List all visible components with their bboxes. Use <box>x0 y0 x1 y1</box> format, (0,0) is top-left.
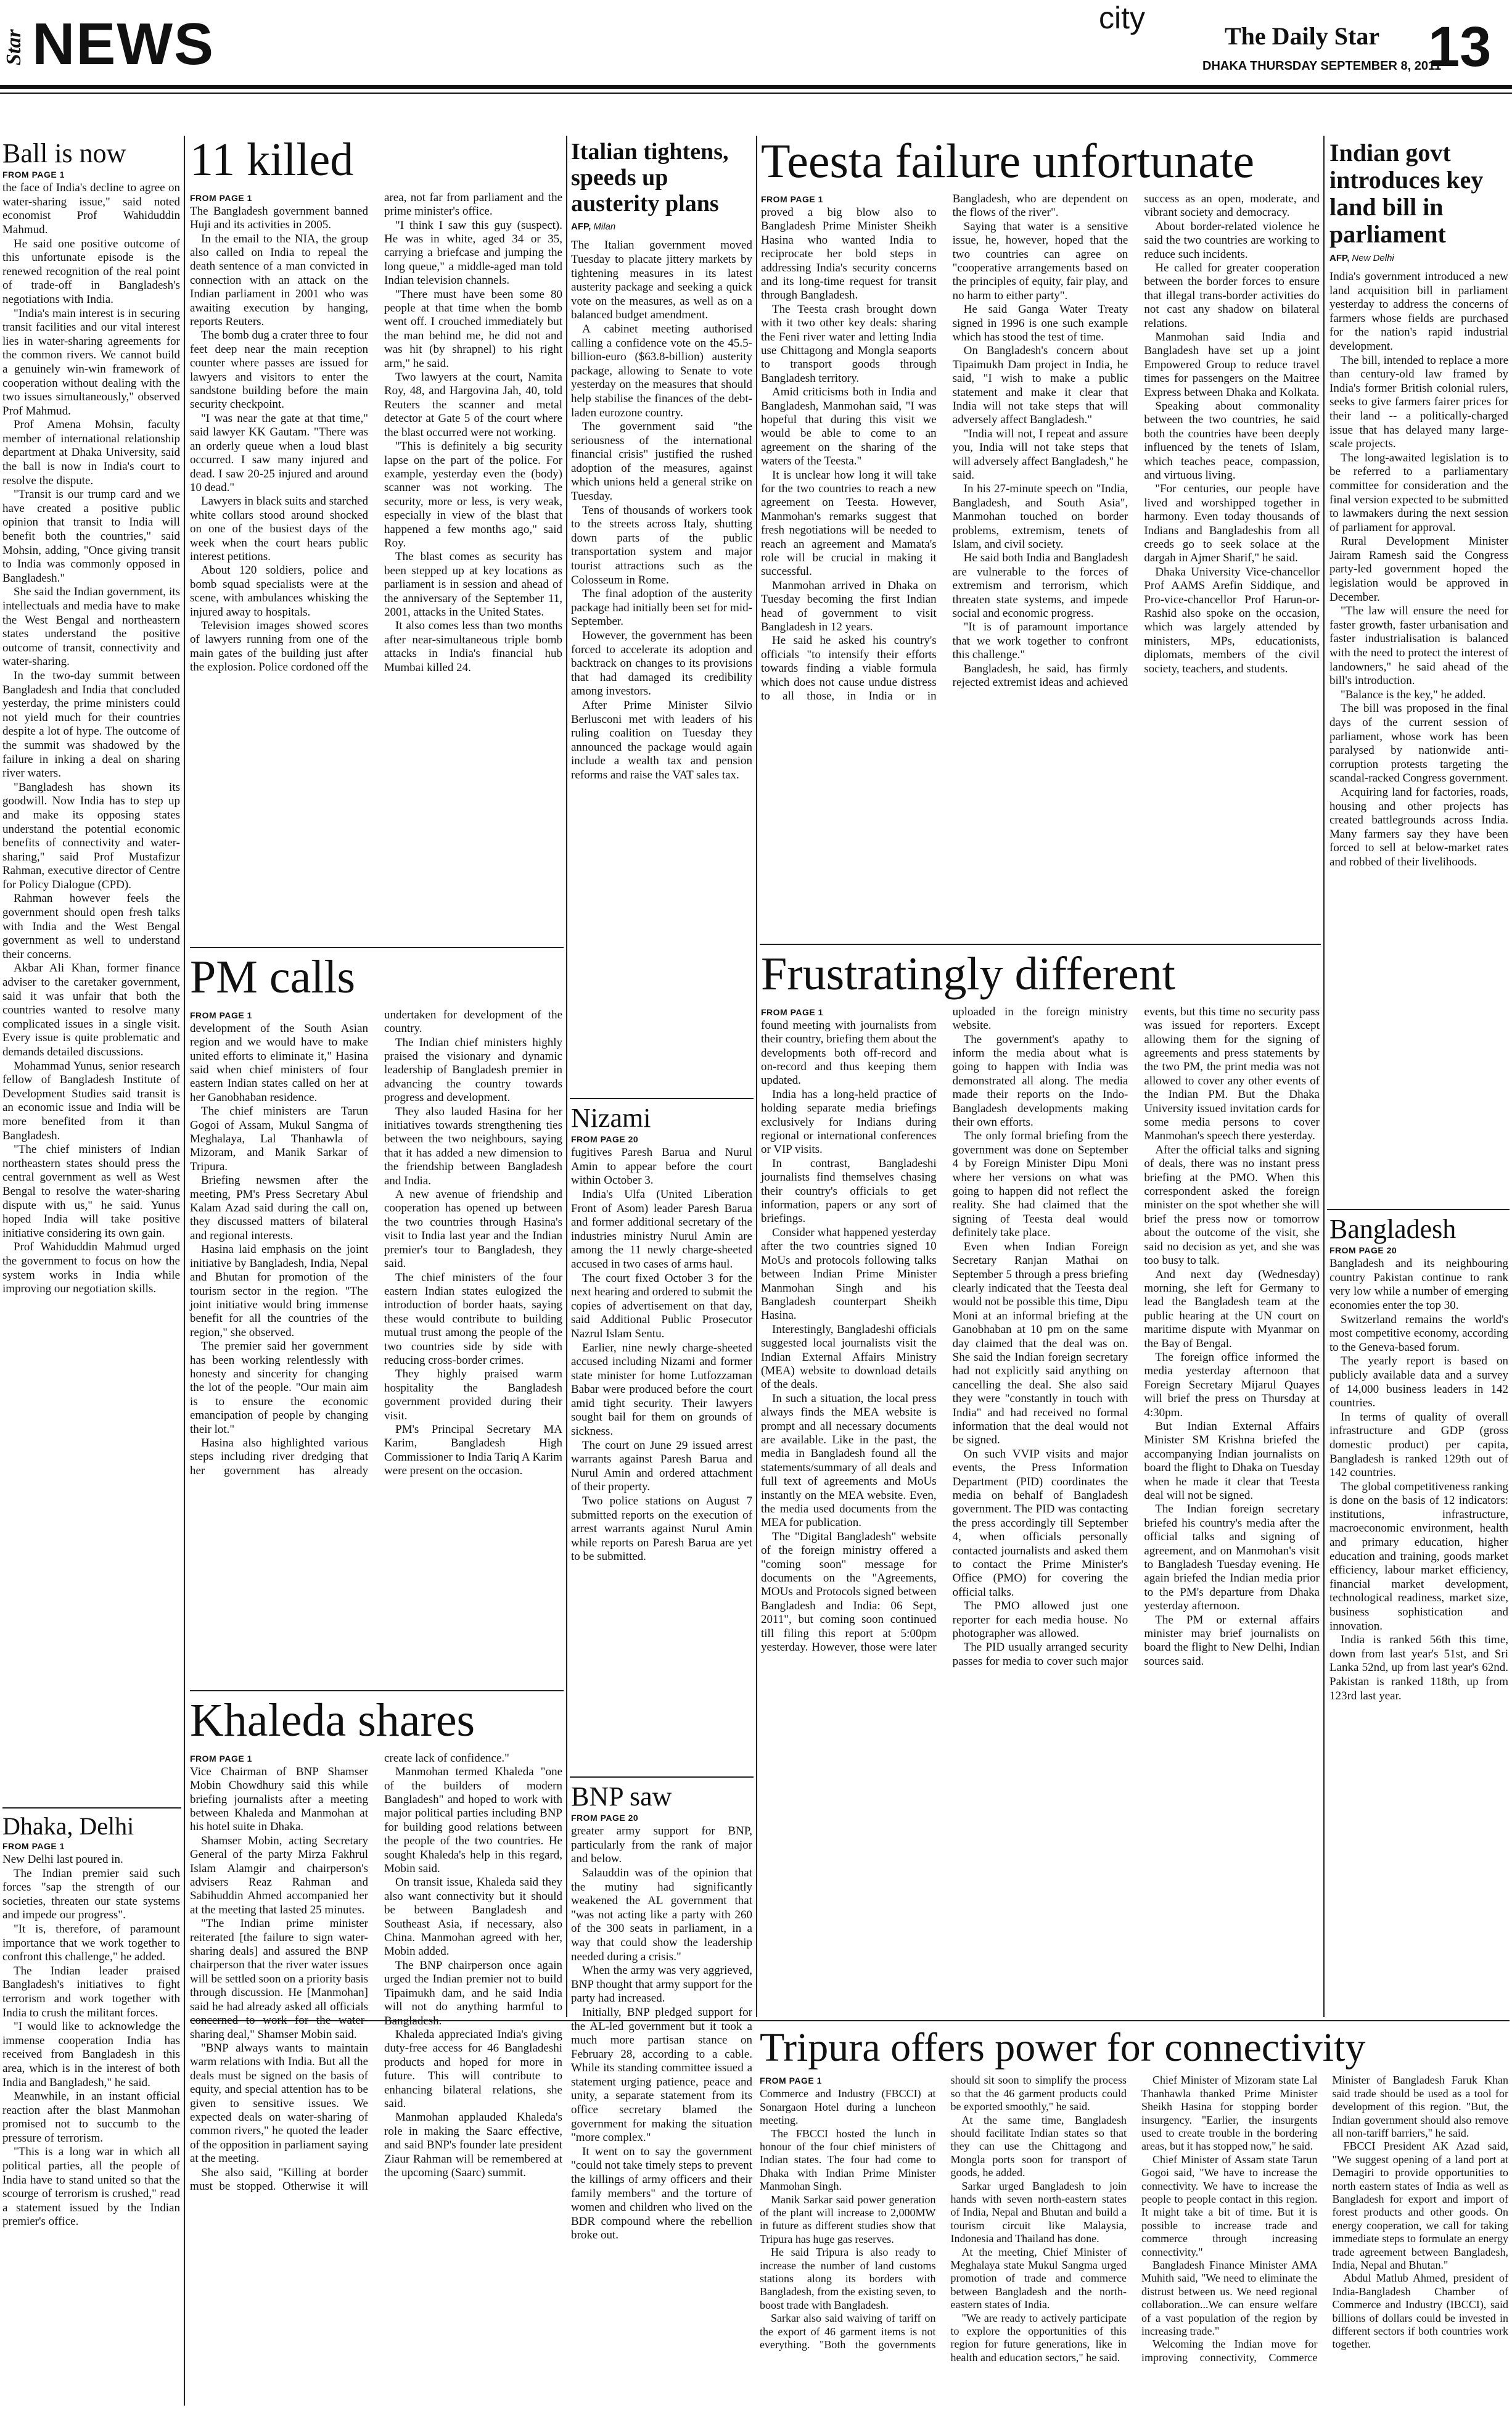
paragraph: Briefing newsmen after the meeting, PM's Press Secretary Abul Kalam Azad said during the call on, they discussed matters of bilateral and regional interests. <box>190 1174 368 1242</box>
paragraph: When the army was very aggrieved, BNP thought that army support for the party had increased. <box>571 1964 752 2005</box>
paragraph: He said Tripura is also ready to increase the number of land customs stations along its borders with Bangladesh, from the existing seven, to boost trade with Bangladesh. <box>760 2246 936 2311</box>
article-bnp-saw <box>571 1781 752 2242</box>
dateline-agency: AFP, <box>1329 253 1350 263</box>
paragraph: He called for greater cooperation between the border forces to ensure that illegal trans-border activities do not cast any shadow on bilateral relations. <box>1144 261 1320 330</box>
paragraph: In contrast, Bangladeshi journalists find themselves chasing their country's officials to get information, papers or any sort of briefings. <box>761 1157 937 1226</box>
paragraph: It went on to say the government "could not take timely steps to prevent the killings of army officers and their family members" and the torture of women and children who lived on the BDR compound where the rebellion broke out. <box>571 2145 752 2242</box>
paragraph: The long-awaited legislation is to be referred to a parliamentary committee for consideration and the final version expected to be submitted to lawmakers during the next session of parliament for approval. <box>1329 451 1508 534</box>
paragraph: The "Digital Bangladesh" website of the foreign ministry offered a "coming soon" message for documents on the "Agreements, MOUs and Protocols signed between Bangladesh and India: 06 Sept, 2011", but coming soon continued till filing this report at 5:00pm yesterday. However, those were later uploaded in the foreign ministry website. <box>761 1005 1128 1654</box>
paragraph: "Balance is the key," he added. <box>1341 688 1486 701</box>
headline: Italian tightens, speeds up austerity plans <box>571 139 729 217</box>
paragraph: found meeting with journalists from their country, briefing them about the developments both off-record and on-record and thus keeping them updated. <box>761 1018 937 1087</box>
paragraph: Bangladesh and its neighbouring country Pakistan continue to rank very low while a number of emerging economies enter the top 30. <box>1329 1257 1508 1312</box>
paragraph: "This is definitely a big security lapse on the part of the police. For example, yesterday even the (body) scanner was not working. The security, more or less, is very weak, especially in view of the blast that happened a few months ago," said Roy. <box>384 440 562 550</box>
story-source: FROM PAGE 1 <box>190 1010 252 1020</box>
paragraph: The Indian leader praised Bangladesh's initiatives to fight terrorism and work together with India to crush the militant forces. <box>2 1964 180 2019</box>
paragraph: On transit issue, Khaleda said they also want connectivity but it should be between Bangladesh and Southeast Asia, if necessary, also China. Manmohan agreed with her, Mobin added. <box>384 1876 562 1958</box>
article-tripura-power <box>760 2026 1508 2409</box>
paragraph: "The chief ministers of Indian northeastern states should press the central government as well as West Bengal to resolve the water-sharing dispute with us," he said. Yunus hoped India will take positive initiative considering its own gain. <box>2 1143 180 1240</box>
column-divider <box>566 136 567 2017</box>
paragraph: "Transit is our trump card and we have created a positive public opinion that transit to India will benefit both the countries," said Mohsin, adding, "Once giving transit to India was commonly opposed in Bangladesh." <box>2 488 180 585</box>
paragraph: Two police stations on August 7 submitted reports on the execution of arrest warrants against Nurul Amin while reports on Paresh Barua are yet to be submitted. <box>571 1495 752 1564</box>
paragraph: Acquiring land for factories, roads, housing and other projects has created battlegrounds across India. Many farmers say they have been forced to sell at below-market rates and robbed of their livelihoods. <box>1329 785 1508 868</box>
article-body <box>571 1146 752 1564</box>
headline: Nizami <box>571 1103 651 1133</box>
paragraph: Khaleda appreciated India's giving duty-free access for 46 Bangladeshi products and hoped for more in future. This will contribute to enhancing bilateral relations, she said. <box>384 2027 562 2110</box>
paragraph: Tens of thousands of workers took to the streets across Italy, shutting down parts of the public transportation system and major tourist attractions such as the Colosseum in Rome. <box>571 503 752 587</box>
paragraph: Two lawyers at the court, Namita Roy, 48, and Hargovina Jah, 40, told Reuters the scanner and metal detector at Gate 5 of the court where the blast occurred were not working. <box>384 371 562 439</box>
story-source: FROM PAGE 20 <box>571 1813 639 1823</box>
paragraph: Even when Indian Foreign Secretary Ranjan Mathai on September 5 through a press briefing clearly indicated that the Teesta deal would not be possible this time, Dipu Moni at an informal briefing at the Ganobhaban at 10 pm on the same day claimed that the deal was on. She said the Indian foreign secretary had not explicitly said anything on cancelling the deal. She also said they were "constantly in touch with India" and had received no formal information that the deal would not be signed. <box>952 1240 1128 1447</box>
column-divider <box>756 136 757 2017</box>
article-dhaka-delhi <box>2 1813 180 2229</box>
paragraph: However, the government has been forced to accelerate its adoption and backtrack on changes to its provisions that had damaged its credibility among investors. <box>571 629 752 698</box>
story-source: FROM PAGE 1 <box>760 2076 822 2086</box>
article-ball-is-now <box>2 139 180 1297</box>
paragraph: "It is, therefore, of paramount importance that we work together to confront this challenge," he added. <box>2 1922 180 1964</box>
paragraph: The final adoption of the austerity package had initially been set for mid-September. <box>571 587 752 629</box>
paragraph: Television images showed scores of lawyers running from one of the main gates of the building just after the explosion. Police cordoned off the area, not far from parliament and the prime minister's office. <box>190 191 562 674</box>
story-divider <box>2 1807 181 1809</box>
dateline: DHAKA THURSDAY SEPTEMBER 8, 2011 <box>1202 59 1442 73</box>
article-body <box>190 1009 562 1479</box>
paragraph: Dhaka University Vice-chancellor Prof AAMS Arefin Siddique, and Pro-vice-chancellor Prof Harun-or-Rashid also spoke on the occasion, which was largely attended by ministers, MPs, educationists, diplomats, members of the civil society, teachers, and students. <box>1144 565 1320 675</box>
paragraph: The government said "the seriousness of the international financial crisis" justified the rushed adoption of the measures, against which unions held a general strike on Tuesday. <box>571 420 752 503</box>
paragraph: Sarkar urged Bangladesh to join hands with seven north-eastern states of India, Nepal and Bhutan and build a tourism circuit like Malaysia, Indonesia and Thailand has done. <box>950 2179 1127 2245</box>
paragraph: Switzerland remains the world's most competitive economy, according to the Geneva-based forum. <box>1329 1313 1508 1354</box>
article-body <box>571 1825 752 2243</box>
paragraph: "I was near the gate at that time," said lawyer KK Gautam. "There was an orderly queue when a loud blast occurred. I saw many injured and dead. I saw 20-25 injured and around 10 dead." <box>190 411 368 494</box>
paragraph: Meanwhile, in an instant official reaction after the blast Manmohan promised not to succumb to the pressure of terrorism. <box>2 2090 180 2145</box>
paragraph: Manik Sarkar said power generation of the plant will increase to 2,000MW in future as different studies show that Tripura has huge gas reserves. <box>760 2193 936 2245</box>
paragraph: "The law will ensure the need for faster growth, faster urbanisation and faster industrialisation is balanced with the need to protect the interest of landowners," he said ahead of the bill's introduction. <box>1329 604 1508 688</box>
paragraph: The premier said her government has been working relentlessly with honesty and sincerity for changing the lot of the people. "Our main aim is to ensure the economic emancipation of people by changing their lot." <box>190 1340 368 1436</box>
paragraph: The BNP chairperson once again urged the Indian premier not to build Tipaimukh dam, and he said India will not do anything harmful to Bangladesh. <box>384 1958 562 2027</box>
paragraph: Sarkar also said waiving of tariff on the export of 46 garment items is not everything. "Both the governments should sit soon to simplify the process so that the 46 garment products could be exported smoothly," he said. <box>760 2074 1127 2351</box>
paragraph: It also comes less than two months after near-simultaneous triple bomb attacks in India's financial hub Mumbai killed 24. <box>384 619 562 674</box>
paragraph: He said he asked his country's officials "to intensify their efforts towards finding a viable formula which does not cause undue distress to all those, in India or in Bangladesh, who are dependent on the flows of the river". <box>761 192 1128 703</box>
newspaper-name: The Daily Star <box>1225 22 1380 50</box>
paragraph: On such VVIP visits and major events, the Press Information Department (PID) coordinates the media on behalf of Bangladesh government. The PID was contacting the press accordingly till September 4, when officials personally contacted journalists and asked them to contact the Prime Minister's Office (PMO) for covering the official talks. <box>952 1447 1128 1599</box>
paragraph: Saying that water is a sensitive issue, he, however, hoped that the two countries can agree on "cooperative arrangements based on the principles of equity, fair play, and no harm to either party". <box>952 220 1128 302</box>
paragraph: At the same time, Bangladesh should facilitate Indian states so that they can use the Chittagong and Mongla ports soon for transport of goods, he added. <box>950 2113 1127 2179</box>
article-key-land-bill <box>1329 139 1508 1203</box>
paragraph: In such a situation, the local press always finds the MEA website is prompt and all necessary documents are available. Like in the past, the media in Bangladesh found all the statements/summary of all deals and full text of agreements and MoUs instantly on the MEA website. Even, the media used documents from the MEA for publication. <box>761 1392 937 1530</box>
story-source: FROM PAGE 1 <box>190 192 252 203</box>
story-divider <box>760 944 1321 945</box>
paragraph: Speaking about commonality between the two countries, he said both the countries have been deeply influenced by the tenets of Islam, which teaches peace, compassion, and virtuous living. <box>1144 399 1320 482</box>
article-khaleda-shares <box>190 1696 562 2406</box>
paragraph: "The Indian prime minister reiterated [the failure to sign water- sharing deals] and assured the BNP chairperson that the river water issues will be settled soon on a priority basis through discussion. He [Manmohan] said he had already asked all officials concerned to work for the water-sharing deal," Shamser Mobin said. <box>190 1917 368 2041</box>
paragraph: "Bangladesh has shown its goodwill. Now India has to step up and make its opposing states understand the potential economic benefits of connectivity and water-sharing," said Prof Mustafizur Rahman, executive director of Centre for Policy Dialogue (CPD). <box>2 780 180 891</box>
paragraph: The global competitiveness ranking is done on the basis of 12 indicators: institutions, infrastructure, macroeconomic environment, health and primary education, higher education and training, goods market efficiency, labour market efficiency, financial market development, technological readiness, market size, business sophistication and innovation. <box>1329 1480 1508 1633</box>
column-divider <box>184 136 185 2406</box>
paragraph: About 120 soldiers, police and bomb squad specialists were at the scene, with ambulances whisking the injured away to hospitals. <box>190 564 368 619</box>
story-source: FROM PAGE 1 <box>190 1753 252 1763</box>
paragraph: At the meeting, Chief Minister of Meghalaya state Mukul Sangma urged promotion of trade and commerce between Bangladesh and the north-eastern states of India. <box>950 2245 1127 2311</box>
paragraph: In his 27-minute speech on "India, Bangladesh, and South Asia", Manmohan touched on border problems, extremism, tenets of Islam, and civil society. <box>952 482 1128 551</box>
paragraph: The Indian foreign secretary briefed his country's media after the official talks and signing of agreement, and on Manmohan's visit to Bangladesh Tuesday evening. He again briefed the Indian media prior to the PM's departure from Dhaka yesterday afternoon. <box>1144 1503 1320 1613</box>
article-body <box>1329 270 1508 870</box>
paragraph: He said Ganga Water Treaty signed in 1996 is one such example which has stood the test of time. <box>952 303 1128 344</box>
paragraph: The bill, intended to replace a more than century-old law framed by India's former British colonial rulers, seeks to give farmers fairer prices for their land -- a politically-charged issue that has delayed many large-scale projects. <box>1329 353 1508 451</box>
headline: Tripura offers power for connectivity <box>760 2025 1366 2070</box>
headline: BNP saw <box>571 1781 672 1812</box>
paragraph: It is unclear how long it will take for the two countries to reach a new agreement on Teesta. However, Manmohan's remarks suggest that fresh negotiations will be needed to reach an agreement and Mamata's role will be crucial in making it successful. <box>761 468 937 579</box>
paragraph: He said one positive outcome of this unfortunate episode is the renewed recognition of the real point of trade-off in Bangladesh's negotiations with India. <box>2 237 180 306</box>
paragraph: The foreign office informed the media yesterday afternoon that Foreign Secretary Mijarul Quayes will brief the press on Thursday at 4:30pm. <box>1144 1350 1320 1419</box>
paragraph: Chief Minister of Assam state Tarun Gogoi said, "We have to increase the connectivity. We have to increase the people to people contact in this region. It might take a bit of time. But it is possible to increase trade and commerce through increasing connectivity." <box>1141 2153 1318 2258</box>
article-body <box>2 1853 180 2229</box>
story-divider <box>190 947 564 948</box>
paragraph: The chief ministers of the four eastern Indian states eulogized the introduction of border haats, saying these would contribute to building mutual trust among the people of the two countries side by side with reducing cross-border crimes. <box>384 1271 562 1367</box>
paragraph: A cabinet meeting authorised calling a confidence vote on the 45.5-billion-euro ($63.8-billion) austerity package, allowing to Senate to vote yesterday on the measures that should help stabilise the finances of the debt-laden eurozone country. <box>571 322 752 419</box>
paragraph: "I would like to acknowledge the immense cooperation India has received from Bangladesh in this area, which is in the interest of both India and Bangladesh," he said. <box>2 2020 180 2089</box>
paragraph: Bangladesh Finance Minister AMA Muhith said, "We need to eliminate the distrust between us. We need regional collaboration...We can ensure welfare of a vast population of the region by increasing trade." <box>1141 2258 1318 2338</box>
paragraph: PM's Principal Secretary MA Karim, Bangladesh High Commissioner to India Tariq A Karim were present on the occasion. <box>384 1422 562 1478</box>
paragraph: Amid criticisms both in India and Bangladesh, Manmohan said, "I was hopeful that during this visit we would be able to come to an agreement on the sharing of the waters of the Teesta." <box>761 386 937 468</box>
dateline-place: New Delhi <box>1352 253 1394 263</box>
paragraph: Salauddin was of the opinion that the mutiny had significantly weakened the AL government that "was not acting like a party with 260 of the 300 seats in parliament, in a way that could show the leadership needed during a crisis." <box>571 1866 752 1963</box>
paragraph: The Bangladesh government banned Huji and its activities in 2005. <box>190 204 368 232</box>
paragraph: The court on June 29 issued arrest warrants against Paresh Barua and Nurul Amin and ordered attachment of their property. <box>571 1438 752 1494</box>
article-body <box>190 191 562 675</box>
paragraph: The Teesta crash brought down with it two other key deals: sharing the Feni river water and letting India use Chittagong and Mongla seaports to transport goods through Bangladesh territory. <box>761 302 937 385</box>
article-frustratingly-different <box>761 950 1320 2014</box>
paragraph: Interestingly, Bangladeshi officials suggested local journalists visit the Indian External Affairs Ministry (MEA) website to download details of the deals. <box>761 1322 937 1392</box>
story-dateline <box>1329 252 1508 265</box>
paragraph: Manmohan said India and Bangladesh have set up a joint Empowered Group to reduce travel times for passengers on the Maitree Express between Dhaka and Kolkata. <box>1144 330 1320 399</box>
paragraph: "It is of paramount importance that we work together to confront this challenge." <box>952 621 1128 662</box>
paragraph: Prof Wahiduddin Mahmud urged the government to focus on how the system works in India while improving our negotiation skills. <box>2 1240 180 1296</box>
paragraph: "India's main interest is in securing transit facilities and our vital interest lies in water-sharing agreements for the common rivers. We cannot build a genuinely win-win framework of cooperation without dealing with the two issues simultaneously," observed Prof Mahmud. <box>2 307 180 418</box>
paragraph: Bangladesh, he said, has firmly rejected extremist ideas and achieved success as an open, moderate, and vibrant society and democracy. <box>952 192 1320 690</box>
paragraph: The court fixed October 3 for the next hearing and ordered to submit the copies of advertisement on that day, said Additional Public Prosecutor Nazrul Islam Sentu. <box>571 1271 752 1340</box>
paragraph: Prof Amena Mohsin, faculty member of international relationship department at Dhaka University, said the ball is now in India's court to resolve the dispute. <box>2 418 180 487</box>
headline: Indian govt introduces key land bill in parliament <box>1329 139 1484 248</box>
paragraph: The FBCCI hosted the lunch in honour of the four chief ministers of Indian states. The four had come to Dhaka with Indian Prime Minister Manmohan Singh. <box>760 2127 936 2193</box>
paragraph: Manmohan applauded Khaleda's role in making the Saarc effective, and said BNP's founder late president Ziaur Rahman will be remembered at the upcoming (Saarc) summit. <box>384 2111 562 2179</box>
headline: Dhaka, Delhi <box>2 1812 134 1840</box>
article-bangladesh-ranking <box>1329 1215 1508 2017</box>
article-italian-austerity <box>571 139 752 1095</box>
headline: Ball is now <box>2 138 126 168</box>
paragraph: She said the Indian government, its intellectuals and media have to make the West Bengal and northeastern states understand the positive outcome of transit, connectivity and water-sharing. <box>2 585 180 669</box>
paragraph: "This is a long war in which all political parties, all the people of India have to stand united so that the scourge of terrorism is crushed," read a statement issued by the Indian premier's office. <box>2 2145 180 2229</box>
paragraph: After Prime Minister Silvio Berlusconi met with leaders of his ruling coalition on Tuesday they announced the package would again include a wealth tax and pension reforms and raise the VAT sales tax. <box>571 698 752 782</box>
star-logo: Star <box>2 29 25 66</box>
story-source: FROM PAGE 1 <box>2 1841 65 1851</box>
paragraph: The yearly report is based on publicly available data and a survey of 14,000 business leaders in 142 countries. <box>1329 1355 1508 1410</box>
paragraph: The PM or external affairs minister may brief journalists on board the flight to New Delhi, Indian sources said. <box>1144 1613 1320 1668</box>
paragraph: Abdul Matlub Ahmed, president of India-Bangladesh Chamber of Commerce and Industry (IBCCI), said billions of dollars could be invested in different sectors if both countries work together. <box>1332 2272 1508 2351</box>
paragraph: After the official talks and signing of deals, there was no instant press briefing at the PMO. When this correspondent asked the foreign minister on the spot whether she will brief the press now or tomorrow about the outcome of the visit, she said no decision as yet, and she was too busy to talk. <box>1144 1143 1320 1268</box>
paragraph: The blast comes as security has been stepped up at key locations as parliament is in session and ahead of the anniversary of the September 11, 2001, attacks in the United States. <box>384 550 562 619</box>
paragraph: development of the South Asian region and we would have to make united efforts to eliminate it," Hasina said when chief ministers of four eastern Indian states called on her at her Ganobhaban residence. <box>190 1021 368 1104</box>
paragraph: "We are ready to actively participate to explore the opportunities of this region for future generations, like in health and education sectors," he said. <box>950 2311 1127 2364</box>
paragraph: The PID usually arranged security passes for media to cover such major events, but this time no security pass was issued for reporters. Except allowing them for the signing of agreements and press statements by the two PM, the print media was not allowed to cover any other events of the Indian PM. But the Dhaka University issued invitation cards for some media persons to cover Manmohan's speech there yesterday. <box>952 1005 1320 1668</box>
paragraph: In the email to the NIA, the group also called on India to repeal the death sentence of a man convicted in connection with an attack on the Indian parliament in 2001 who was awaiting execution by hanging, reports Reuters. <box>190 232 368 329</box>
masthead-rule-thin <box>0 93 1512 94</box>
masthead-rule <box>0 85 1512 89</box>
story-divider <box>1327 1209 1510 1210</box>
article-body <box>761 1005 1320 1669</box>
column-divider <box>1323 136 1325 2017</box>
paragraph: In terms of quality of overall infrastructure and GDP (gross domestic product) per capita, Bangladesh is ranked 129th out of 142 countries. <box>1329 1410 1508 1480</box>
article-pm-calls <box>190 953 562 1687</box>
headline: 11 killed <box>190 134 354 186</box>
paragraph: Akbar Ali Khan, former finance adviser to the caretaker government, said it was unfair that both the countries wanted to resolve many complicated issues in a single visit. Every issue is quite problematic and demands detailed discussions. <box>2 962 180 1058</box>
paragraph: Chief Minister of Mizoram state Lal Thanhawla thanked Prime Minister Sheikh Hasina for stopping border insurgency. "Earlier, the insurgents used to create trouble in the bordering areas, but it has stopped now," he said. <box>1141 2074 1318 2153</box>
story-source: FROM PAGE 20 <box>571 1134 639 1145</box>
paragraph: India has a long-held practice of holding separate media briefings exclusively for Indians during regional or international conferences or VIP visits. <box>761 1087 937 1157</box>
paragraph: The only formal briefing from the government was done on September 4 by Foreign Minister Dipu Moni where her versions on what was going to happen did not reflect the reality. She had claimed that the signing of Teesta deal would definitely take place. <box>952 1129 1128 1240</box>
story-divider <box>190 1690 564 1691</box>
headline: PM calls <box>190 951 356 1003</box>
paragraph: On Bangladesh's concern about Tipaimukh Dam project in India, he said, "I wish to make a public statement and make it clear that India will not take steps that will adversely affect Bangladesh." <box>952 344 1128 427</box>
paragraph: About border-related violence he said the two countries are working to reduce such incidents. <box>1144 220 1320 261</box>
paragraph: FBCCI President AK Azad said, "We suggest opening of a land port at Demagiri to provide opportunities to north eastern states of India as well as Bangladesh for export and import of forest products and other goods. On energy cooperation, we call for taking immediate steps to formulate an energy trade agreement between Bangladesh, India, Nepal and Bhutan." <box>1332 2140 1508 2271</box>
paragraph: The bill was proposed in the final days of the current session of parliament, whose work has been paralysed by nationwide anti-corruption protests targeting the scandal-racked Congress government. <box>1329 702 1508 785</box>
paragraph: India's government introduced a new land acquisition bill in parliament yesterday to address the concerns of farmers whose fields are purchased for the nation's rapid industrial development. <box>1329 270 1508 353</box>
section-category: city <box>1099 1 1145 35</box>
paragraph: fugitives Paresh Barua and Nurul Amin to appear before the court within October 3. <box>571 1146 752 1187</box>
paragraph: A new avenue of friendship and cooperation has opened up between the two countries through Hasina's visit to India last year and the Indian premier's tour to Bangladesh, they said. <box>384 1188 562 1271</box>
paragraph: They also lauded Hasina for her initiatives towards strengthening ties between the two neighbours, saying that it has added a new dimension to the friendship between Bangladesh and India. <box>384 1105 562 1187</box>
paragraph: "India will not, I repeat and assure you, India will not take steps that will adversely affect Bangladesh," he said. <box>952 427 1128 482</box>
paragraph: The Indian chief ministers highly praised the visionary and dynamic leadership of Bangladesh premier in advancing the country towards progress and development. <box>384 1036 562 1105</box>
article-body <box>760 2074 1508 2364</box>
paragraph: New Delhi last poured in. <box>2 1853 123 1866</box>
paragraph: the face of India's decline to agree on water-sharing issue," said noted economist Prof Wahiduddin Mahmud. <box>2 181 180 236</box>
article-body <box>571 239 752 782</box>
paragraph: The chief ministers are Tarun Gogoi of Assam, Mukul Sangma of Meghalaya, Lal Thanhawla of Mizoram, and Manik Sarkar of Tripura. <box>190 1105 368 1173</box>
article-11-killed <box>190 136 562 941</box>
story-source: FROM PAGE 1 <box>761 194 823 204</box>
paragraph: India's Ulfa (United Liberation Front of Asom) leader Paresh Barua and former additional secretary of the industries ministry Nurul Amin are among the 11 newly charge-sheeted accused in two cases of arms haul. <box>571 1187 752 1271</box>
paragraph: Hasina laid emphasis on the joint initiative by Bangladesh, India, Nepal and Bhutan for promotion of the tourism sector in the region. "The joint initiative would bring immense benefit for all the countries of the region," she observed. <box>190 1243 368 1339</box>
paragraph: Lawyers in black suits and starched white collars stood around shocked on one of the busiest days of the week when the court hears public interest petitions. <box>190 495 368 563</box>
paragraph: Mohammad Yunus, senior research fellow of Bangladesh Institute of Development Studies said transit is an economic issue and India will be more benefited from it than Bangladesh. <box>2 1059 180 1142</box>
story-source: FROM PAGE 1 <box>2 170 65 180</box>
page-number: 13 <box>1428 15 1492 78</box>
story-source: FROM PAGE 20 <box>1329 1245 1397 1256</box>
paragraph: "There must have been some 80 people at that time when the bomb went off. I crouched immediately but the man behind me, he did not and was hit (by shrapnel) to his right arm," he said. <box>384 287 562 370</box>
article-body <box>1329 1257 1508 1703</box>
paragraph: The bomb dug a crater three to four feet deep near the main reception counter where passes are issued for lawyers and visitors to enter the sandstone building before the main security checkpoint. <box>190 329 368 411</box>
story-dateline <box>571 220 752 234</box>
headline: Frustratingly different <box>761 948 1175 1000</box>
paragraph: Initially, BNP pledged support for the AL-led government but it took a much more partisan stance on February 28, according to a cable. While its standing committee issued a statement urging patience, peace and unity, a separate statement from its office secretary blamed the government for making the situation "more complex." <box>571 2005 752 2145</box>
article-body <box>2 181 180 1297</box>
paragraph: She also said, "Killing at border must be stopped. Otherwise it will create lack of confidence." <box>190 1751 509 2193</box>
paragraph: "I think I saw this guy (suspect). He was in white, aged 34 or 35, carrying a briefcase and jumping the long queue," a middle-aged man told Indian television channels. <box>384 218 562 287</box>
story-divider <box>570 1776 754 1778</box>
paragraph: India is ranked 56th this time, down from last year's 51st, and Sri Lanka 52nd, up from last year's 62nd. Pakistan is ranked 118th, up from 123rd last year. <box>1329 1633 1508 1702</box>
section-title: NEWS <box>32 11 215 77</box>
paragraph: "BNP always wants to maintain warm relations with India. But all the deals must be signed on the basis of equity, and special attention has to be given to sensitive issues. We expected deals on water-sharing of common rivers," he quoted the leader of the opposition in parliament saying at the meeting. <box>190 2041 368 2166</box>
paragraph: Manmohan arrived in Dhaka on Tuesday becoming the first Indian head of government to visit Bangladesh in 12 years. <box>761 579 937 634</box>
paragraph: The Italian government moved Tuesday to placate jittery markets by tightening measures in its latest austerity package and seeking a quick vote on the measures, as well as on a balanced budget amendment. <box>571 239 752 322</box>
paragraph: But Indian External Affairs Minister SM Krishna briefed the accompanying Indian journalists on board the flight to Dhaka on Tuesday when he made it clear that Teesta deal will not be signed. <box>1144 1419 1320 1503</box>
dateline-agency: AFP, <box>571 221 591 233</box>
headline: Teesta failure unfortunate <box>761 134 1255 188</box>
article-teesta-failure <box>761 136 1320 941</box>
paragraph: They highly praised warm hospitality the Bangladesh government provided during their visit. <box>384 1367 562 1422</box>
paragraph: Hasina also highlighted various steps including river dredging that her government has already undertaken for development of the country. <box>190 1008 562 1477</box>
paragraph: Welcoming the Indian move for improving connectivity, Commerce Minister of Bangladesh Faruk Khan said trade should be used as a tool for development of this region. "But, the Indian government should also remove all non-tariff barriers," he said. <box>1141 2074 1508 2364</box>
paragraph: The Indian premier said such forces "sap the strength of our societies, threaten our state systems and impede our progress". <box>2 1866 180 1922</box>
article-body <box>190 1752 562 2194</box>
dateline-place: Milan <box>593 221 616 233</box>
paragraph: Consider what happened yesterday after the two countries signed 10 MoUs and protocols following talks between Indian Prime Minister Manmohan Singh and his Bangladesh counterpart Sheikh Hasina. <box>761 1226 937 1322</box>
paragraph: Commerce and Industry (FBCCI) at Sonargaon Hotel during a luncheon meeting. <box>760 2087 936 2127</box>
paragraph: Rural Development Minister Jairam Ramesh said the Congress party-led government hoped the legislation would be approved in December. <box>1329 535 1508 604</box>
paragraph: Earlier, nine newly charge-sheeted accused including Nizami and former state minister for home Lutfozzaman Babar were produced before the court amid tight security. Their lawyers sought bail for them on grounds of sickness. <box>571 1341 752 1438</box>
paragraph: proved a big blow also to Bangladesh Prime Minister Sheikh Hasina who wanted India to reciprocate her bold steps in addressing India's security concerns and its long-time request for transit through Bangladesh. <box>761 205 937 302</box>
paragraph: Shamser Mobin, acting Secretary General of the party Mirza Fakhrul Islam Alamgir and chairperson's advisers Reaz Rahman and Sabihuddin Ahmed accompanied her at the meeting that lasted 25 minutes. <box>190 1834 368 1916</box>
paragraph: Vice Chairman of BNP Shamser Mobin Chowdhury said this while briefing journalists after a meeting between Khaleda and Manmohan at his hotel suite in Dhaka. <box>190 1765 368 1834</box>
headline: Khaleda shares <box>190 1694 475 1746</box>
paragraph: He said both India and Bangladesh are vulnerable to the forces of extremism and terrorism, which threaten state systems, and impede social and economic progress. <box>952 551 1128 621</box>
paragraph: "For centuries, our people have lived and worshipped together in harmony. Even today thousands of Indians and Bangladeshis from all creeds go to seek solace at the dargah in Ajmer Sharif," he said. <box>1144 482 1320 565</box>
paragraph: Rahman however feels the government should open fresh talks with India and the West Bengal government as well to understand their concerns. <box>2 892 180 961</box>
story-source: FROM PAGE 1 <box>761 1007 823 1017</box>
article-body <box>761 192 1320 704</box>
paragraph: Manmohan termed Khaleda "one of the builders of modern Bangladesh" and hoped to work with major political parties including BNP for building good relations between the people of the two countries. He sought Khaleda's help in this regard, Mobin said. <box>384 1765 562 1876</box>
article-nizami <box>571 1104 752 1773</box>
story-divider <box>570 1098 754 1099</box>
paragraph: In the two-day summit between Bangladesh and India that concluded yesterday, the prime ministers could not yield much for their countries despite a lot of hype. The outcome of the summit was shadowed by the failure in inking a deal on sharing river waters. <box>2 669 180 780</box>
paragraph: greater army support for BNP, particularly from the rank of major and below. <box>571 1825 752 1866</box>
paragraph: And next day (Wednesday) morning, she left for Germany to lead the Bangladesh team at the public hearing at the UN court on maritime dispute with Myanmar on the Bay of Bengal. <box>1144 1268 1320 1350</box>
headline: Bangladesh <box>1329 1214 1457 1244</box>
paragraph: The government's apathy to inform the media about what is going to happen with India was demonstrated all along. The media made their reports on the Indo-Bangladesh developments making their own efforts. <box>952 1033 1128 1129</box>
paragraph: The PMO allowed just one reporter for each media house. No photographer was allowed. <box>952 1599 1128 1641</box>
